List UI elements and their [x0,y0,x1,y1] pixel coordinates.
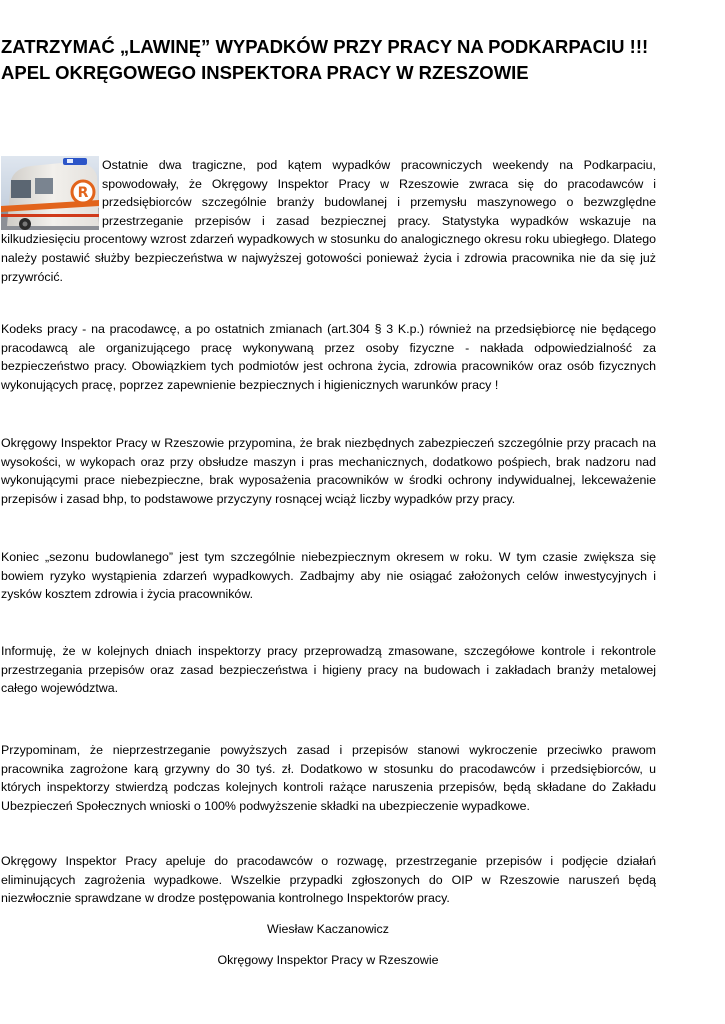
svg-text:R: R [77,185,89,201]
ambulance-photo-icon [1,156,99,230]
paragraph-5: Informuję, że w kolejnych dniach inspektorzy pracy przeprowadzą zmasowane, szczegółowe kontrole i rekontrole przestrzegania przepisów oraz zasad bezpieczeństwa i higieny pracy na budowach i zakładach branży metalowej całego województwa. [1,644,656,696]
signature-role: Okręgowy Inspektor Pracy w Rzeszowie [217,953,439,967]
paragraph-4: Koniec „sezonu budowlanego” jest tym szczególnie niebezpiecznym okresem w roku. W tym czasie zwiększa się bowiem ryzyko wystąpienia zdarzeń wypadkowych. Zadbajmy aby nie osiągać założonych celów inwestycyjnych i zysków kosztem zdrowia i życia pracowników. [1,550,656,602]
paragraph-6: Przypominam, że nieprzestrzeganie powyższych zasad i przepisów stanowi wykroczenie przeciwko prawom pracownika zagrożone karą grzywny do 30 tyś. zł. Dodatkowo w stosunku do pracodawców i przedsiębiorców, u których inspektorzy stwierdzą podczas kolejnych kontroli rażące naruszenia przepisów, będą składane do Zakładu Ubezpieczeń Społecznych wnioski o 100% podwyższenie składki na ubezpieczenie wypadkowe. [1,743,656,813]
signature-name: Wiesław Kaczanowicz [267,922,389,936]
paragraph-3: Okręgowy Inspektor Pracy w Rzeszowie przypomina, że brak niezbędnych zabezpieczeń szczególnie przy pracach na wysokości, w wykopach oraz przy obsłudze maszyn i pras mechanicznych, dodatkowo pośpiech, brak nadzoru nad wykonującymi prace niebezpieczne, brak wyposażenia pracowników w środki ochrony indywidualnej, lekceważenie przepisów i zasad bhp, to podstawowe przyczyny rosnącej wciąż liczby wypadków przy pracy. [1,436,656,506]
paragraph-intro [1,156,656,286]
paragraph-7: Okręgowy Inspektor Pracy apeluje do pracodawców o rozwagę, przestrzeganie przepisów i podjęcie działań eliminujących zagrożenia wypadkowe. Wszelkie przypadki zgłoszonych do OIP w Rzeszowie naruszeń będą niezwłocznie sprawdzane w drodze postępowania kontrolnego Inspektorów pracy. [1,854,656,906]
article-title: ZATRZYMAĆ „LAWINĘ” WYPADKÓW PRZY PRACY NA PODKARPACIU !!! APEL OKRĘGOWEGO INSPEKTORA PRACY W RZESZOWIE [1,36,649,83]
paragraph-2: Kodeks pracy - na pracodawcę, a po ostatnich zmianach (art.304 § 3 K.p.) również na przedsiębiorcę nie będącego pracodawcą ale organizującego pracę wykonywaną przez osoby fizyczne - nakłada odpowiedzialność za bezpieczeństwo pracy. Obowiązkiem tych podmiotów jest ochrona życia, zdrowia pracowników oraz osób fizycznych wykonujących pracę, poprzez zapewnienie bezpiecznych i higienicznych warunków pracy ! [1,322,656,392]
paragraph-text: Ostatnie dwa tragiczne, pod kątem wypadków pracowniczych weekendy na Podkarpaciu, spowodowały, że Okręgowy Inspektor Pracy w Rzeszowie zwraca się do pracodawców i przedsiębiorców szczególnie branży budowlanej i przemysłu maszynowego o bezwzględne przestrzeganie przepisów i zasad bezpiecznej pracy. Statystyka wypadków wskazuje na kilkudziesięciu procentowy wzrost zdarzeń wypadkowych w stosunku do analogicznego okresu roku ubiegłego. Dlatego należy postawić służby bezpieczeństwa w najwyższej gotowości ponieważ życia i zdrowia pracownika nie da się już przywrócić. [1,158,656,284]
